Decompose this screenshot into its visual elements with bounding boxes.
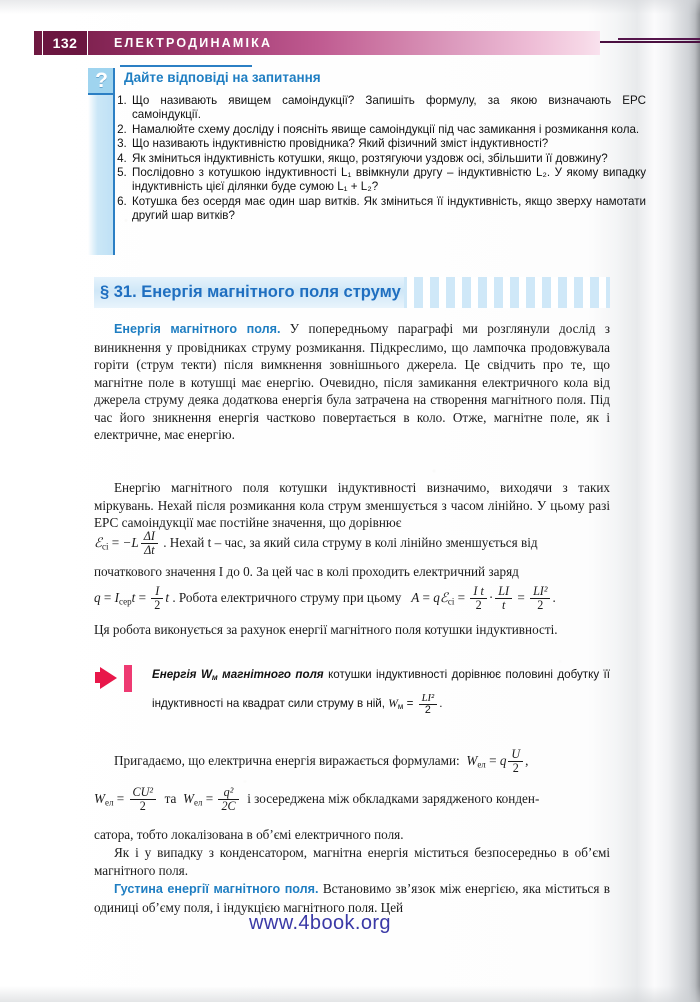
paragraph-magnetic-localization [94, 844, 610, 879]
recall-intro-text: Пригадаємо, що електрична енергія виражається формулами: [114, 753, 460, 768]
list-item: 4. Як зміниться індуктивність котушки, якщо, розтягуючи уздовж осі, збільшити її довжину? [130, 152, 646, 166]
fraction-delta-i-delta-t [141, 530, 158, 557]
list-item: 6. Котушка без осердя має один шар витків. Як зміниться її індуктивність, якщо зверху намотати другий шар витків? [130, 195, 646, 224]
fraction-numerator: LI² [421, 691, 435, 704]
paragraph-work-conclusion [94, 621, 610, 639]
formula-emf-self-induction [94, 530, 610, 557]
formula-conjunction: та [164, 791, 177, 806]
paragraph-text: сатора, тобто локалізована в об’ємі електричного поля. [94, 827, 404, 842]
fraction-numerator: I t [473, 584, 484, 598]
fraction-denominator: 2 [470, 598, 486, 612]
formula-emf-symbol: ℰ [439, 590, 448, 605]
formula-i-avg: I [114, 590, 120, 605]
lead-in-heading: Густина енергії магнітного поля. [114, 882, 319, 896]
section-heading-stripes [94, 277, 610, 308]
formula-w-subscript: ел [105, 797, 114, 808]
fraction-li-over-t [495, 585, 512, 612]
header-rule-secondary [618, 38, 700, 40]
list-item: 5. Послідовно з котушкою індуктивності L₁ ввімкнули другу – індуктивністю L₂. У якому випадку індуктивність цієї ділянки буде сумою L₁ + L₂? [130, 166, 646, 195]
header-rule [600, 41, 700, 43]
lead-in-heading: Енергія магнітного поля. [114, 322, 281, 336]
watermark: www.4book.org [249, 912, 391, 934]
fraction-li2-over-2 [530, 585, 550, 612]
paragraph-text: Як і у випадку з конденсатором, магнітна енергія міститься безпосередньо в об’ємі магнітного поля. [94, 845, 610, 878]
formula-w-symbol: W [388, 697, 398, 711]
paragraph-energy-of-field [94, 320, 610, 444]
formula-equals: = [111, 535, 120, 550]
fraction-denominator: 2 [508, 761, 523, 775]
questions-list [106, 94, 646, 224]
paragraph-derivation-intro [94, 479, 610, 532]
fraction-i-over-2 [151, 585, 163, 612]
paragraph-text: Енергію магнітного поля котушки індуктивності визначимо, виходячи з таких міркувань. Нехай після розмикання кола струм зменшується з часом лінійно. У цьому разі ЕРС самоіндукції має постійне значення, що дорівнює [94, 480, 610, 530]
definition-accent-bar [124, 665, 132, 692]
fraction-numerator: LI² [533, 584, 548, 598]
formula-equals: = [103, 590, 112, 605]
fraction-denominator: 2 [151, 598, 163, 612]
formula-w-subscript: м [397, 702, 404, 712]
list-item: 1. Що називають явищем самоіндукції? Запишіть формулу, за якою визначають ЕРС самоіндукції. [130, 94, 646, 123]
formula-t-factor: t [165, 590, 170, 605]
formula-trailing-text: . Нехай t – час, за який сила струму в колі лінійно зменшується від [163, 535, 538, 550]
definition-term-subscript: м [211, 673, 218, 683]
fraction-denominator: 2 [130, 799, 156, 813]
formula-capacitor-energy [94, 786, 610, 813]
list-item: 3. Що називають індуктивністю провідника? Який фізичний зміст індуктивності? [130, 137, 646, 151]
fraction-denominator: Δt [141, 543, 158, 557]
questions-title: Дайте відповіді на запитання [124, 70, 321, 85]
red-arrow-icon [100, 667, 117, 689]
formula-equals: = [205, 791, 214, 806]
formula-a-symbol: A [411, 590, 420, 605]
formula-i-avg-subscript: сер [119, 596, 132, 607]
list-item: 2. Намалюйте схему досліду і поясніть явище самоіндукції під час замикання і розмикання кола. [130, 123, 646, 137]
fraction-numerator: q² [223, 785, 234, 799]
definition-term-part1: Енергія W [152, 668, 212, 681]
fraction-numerator: U [511, 747, 521, 761]
formula-w-symbol: W [466, 753, 478, 768]
formula-equals: = [457, 590, 466, 605]
running-title: ЕЛЕКТРОДИНАМІКА [114, 36, 273, 50]
formula-q-symbol: q [94, 590, 101, 605]
formula-middle-text: . Робота електричного струму при цьому [172, 590, 402, 605]
fraction-numerator: ΔI [143, 529, 155, 543]
fraction-q2-over-2c [218, 786, 238, 813]
formula-q-factor: q [499, 753, 507, 768]
formula-q-factor: q [433, 590, 440, 605]
fraction-denominator: 2 [530, 598, 550, 612]
question-mark-glyph: ? [95, 68, 108, 92]
questions-title-underline [120, 65, 252, 67]
formula-charge-and-work: $q = I_{сер}t$ = $\frac{I}{2}$ t . Робота електричного струму при цьому A = qℰ$_{сі}$ = $\frac{\text{I t}}{2}$ · $\frac{LI}{t}$ = $\frac{\text{LI²}}{2}$ . [94, 584, 556, 612]
definition-text: Енергія $W_м$ магнітного поля котушки індуктивності дорівнює половині добутку її індуктивності на квадрат сили струму в ній, $W_м$ = $\frac{\text{LI²}}{2}$ . [152, 668, 610, 717]
formula-w-subscript: ел [477, 759, 486, 770]
paragraph-charge-intro [94, 563, 610, 581]
fraction-denominator: 2 [419, 704, 438, 716]
paragraph-energy-density [94, 880, 610, 916]
fraction-li2-over-2 [419, 693, 438, 717]
fraction-denominator: 2C [218, 799, 238, 813]
formula-electric-energy-recall: Пригадаємо, що електрична енергія виражається формулами: $W_{ел} = q$ $\frac{U}{2}$ , [114, 747, 529, 775]
paragraph-text: Енергія магнітного поля. У попередньому параграфі ми розглянули дослід з виникнення у провідниках струму розмикання. Підкреслимо, що лампочка продовжувала горіти (струм текти) після вимкнення зовнішнього джерела. Це свідчить про те, що магнітне поле в котушці має енергію. Очевидно, після замикання електричного кола від джерела струму деяка додаткова енергія була затрачена на створення магнітного поля. Під час його зникнення енергія частково повертається в коло. Отже, магнітне поле, як і електричне, має енергію. [94, 321, 611, 442]
formula-emf-symbol: ℰ [94, 535, 102, 550]
fraction-numerator: CU² [132, 785, 153, 799]
formula-equals: = [116, 791, 125, 806]
page-top-shade [0, 0, 700, 14]
formula-rhs: −L [122, 535, 139, 550]
fraction-it-over-2 [470, 585, 486, 612]
formula-trailing-text: і зосереджена між обкладками зарядженого конден- [247, 791, 540, 806]
definition-body-text: котушки індуктивності дорівнює половині добутку її індуктивності на квадрат сили струму в ній, [152, 668, 610, 711]
page-bottom-shade [0, 986, 700, 1002]
fraction-denominator: t [495, 598, 512, 612]
paragraph-text: початкового значення I до 0. За цей час в колі проходить електричний заряд [94, 564, 519, 579]
page-number: 132 [42, 30, 88, 56]
fraction-numerator: I [155, 584, 160, 598]
formula-emf-subscript: сі [447, 596, 455, 607]
formula-equals: = [517, 590, 525, 605]
fraction-cu2-over-2 [130, 786, 156, 813]
page-title: § 31. Енергія магнітного поля струму [100, 283, 401, 301]
paragraph-text: Ця робота виконується за рахунок енергії магнітного поля котушки індуктивності. [94, 622, 558, 637]
formula-emf-subscript: сі [102, 541, 109, 552]
paragraph-capacitor-localization [94, 826, 610, 844]
formula-equals: = [138, 590, 146, 605]
formula-t-symbol: t [131, 590, 136, 605]
fraction-u-over-2 [508, 748, 523, 775]
fraction-numerator: LI [498, 584, 510, 598]
formula-equals: = [422, 590, 430, 605]
formula-equals: = [489, 753, 497, 768]
paragraph-text: Густина енергії магнітного поля. Встановимо зв’язок між енергією, яка міститься в одиниці об’єму поля, і індукцією магнітного поля. Цей [94, 881, 611, 915]
definition-term-part2: магнітного поля [222, 668, 324, 681]
formula-w-symbol: W [94, 791, 105, 806]
formula-w-subscript: ел [193, 797, 203, 808]
question-mark-icon [88, 68, 115, 95]
formula-w-symbol: W [182, 791, 194, 806]
